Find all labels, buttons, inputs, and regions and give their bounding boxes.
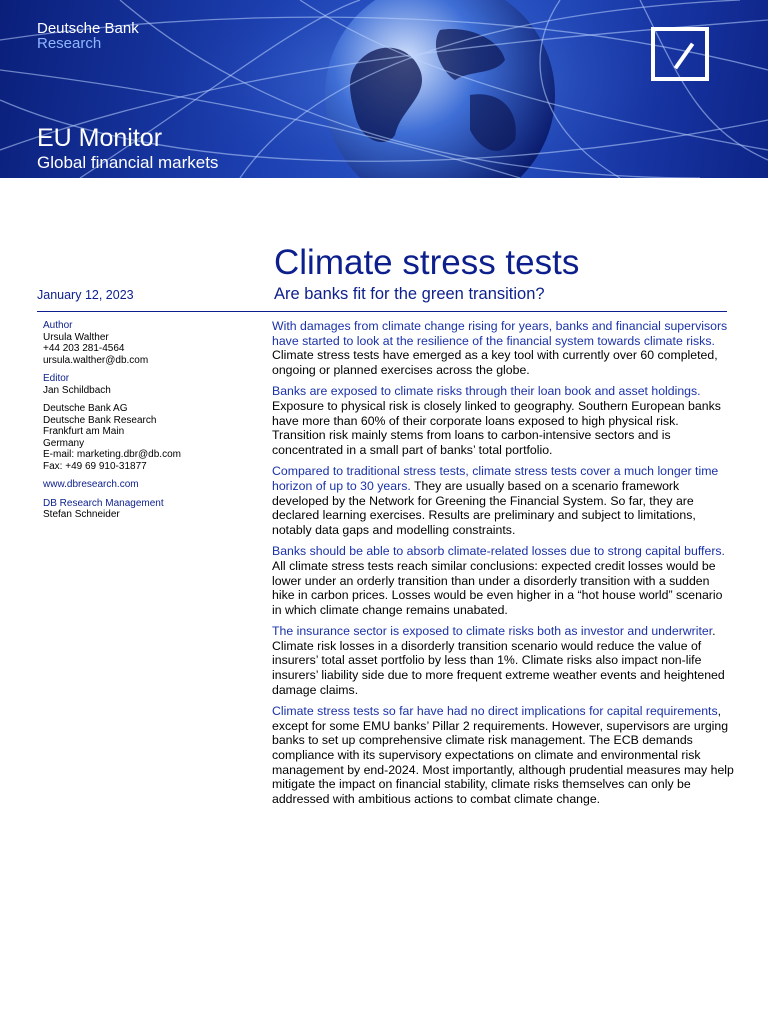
website-link[interactable]: www.dbresearch.com (43, 479, 139, 490)
publication-date: January 12, 2023 (37, 288, 134, 302)
summary-paragraph (272, 384, 734, 457)
summary-paragraph (272, 704, 734, 806)
author-email[interactable]: ursula.walther@db.com (43, 354, 149, 366)
management-name: Stefan Schneider (43, 509, 120, 520)
summary-paragraph (272, 544, 734, 617)
publication-series: EU Monitor (37, 124, 163, 152)
logo-slash (674, 43, 694, 70)
paragraph-text: . Climate risk losses in a disorderly transition scenario would reduce the value of insurers’ total asset portfolio by less than 1%. Climate risks also impact non-life insurers’ liability side due to more frequent extreme weather events and heightened damage claims. (272, 624, 725, 697)
paragraph-highlight: Banks are exposed to climate risks through their loan book and asset holdings. (272, 384, 701, 399)
paragraph-highlight: Compared to traditional stress tests, climate stress tests cover a much longer time horizon of up to 30 years. (272, 464, 719, 493)
org-fax: Fax: +49 69 910-31877 (43, 460, 147, 472)
management-label: DB Research Management (43, 497, 164, 509)
deutsche-bank-logo-icon (651, 27, 709, 81)
org-line: Deutsche Bank Research (43, 414, 157, 426)
publication-subseries: Global financial markets (37, 153, 219, 172)
org-line: Deutsche Bank AG (43, 403, 128, 414)
paragraph-highlight: With damages from climate change rising for years, banks and financial supervisors have started to look at the resilience of the financial system towards climate risks. (272, 319, 728, 348)
paragraph-text: They are usually based on a scenario framework developed by the Network for Greening the Financial System. So far, they are declared learning exercises. Results are preliminary and subject to limitations, notably data gaps and modelling constraints. (272, 478, 696, 537)
header-divider (37, 311, 727, 312)
summary-paragraph (272, 319, 734, 377)
paragraph-text: , except for some EMU banks’ Pillar 2 requirements. However, supervisors are urging banks to set up comprehensive climate risk management. The ECB demands compliance with its supervisory expectations on climate and environmental risk management by end-2024. Most importantly, although prudential measures may help mitigate the impact on financial stability, climate risks themselves can only be addressed with ambitious actions to combat climate change. (272, 704, 734, 806)
author-name: Ursula Walther (43, 331, 109, 343)
editor-name: Jan Schildbach (43, 384, 111, 396)
brand-wordmark (37, 21, 139, 51)
brand-unit: Research (37, 35, 102, 52)
paragraph-highlight: The insurance sector is exposed to climate risks both as investor and underwriter (272, 624, 713, 639)
header-banner (0, 0, 768, 178)
org-email[interactable]: E-mail: marketing.dbr@db.com (43, 449, 181, 460)
report-subtitle: Are banks fit for the green transition? (274, 285, 545, 303)
paragraph-text: Exposure to physical risk is closely linked to geography. Southern European banks have more than 60% of their corporate loans exposed to high physical risk. Transition risk mainly stems from loans to carbon-intensive sectors and is concentrated in a small part of banks’ total portfolio. (272, 398, 721, 457)
summary-paragraph (272, 464, 734, 537)
paragraph-text: Climate stress tests have emerged as a key tool with currently over 60 completed, ongoing or planned exercises across the globe. (272, 348, 718, 377)
paragraph-highlight: Banks should be able to absorb climate-related losses due to strong capital buffers. (272, 544, 725, 559)
author-label: Author (43, 320, 73, 331)
editor-label: Editor (43, 373, 70, 384)
summary-paragraph (272, 624, 734, 697)
paragraph-highlight: Climate stress tests so far have had no direct implications for capital requirements (272, 704, 718, 719)
author-phone: +44 203 281-4564 (43, 343, 125, 354)
org-line: Germany (43, 437, 85, 449)
org-line: Frankfurt am Main (43, 426, 125, 437)
contact-sidebar (43, 320, 263, 521)
report-title: Climate stress tests (274, 243, 580, 282)
brand-name: Deutsche Bank (37, 20, 139, 37)
paragraph-text: All climate stress tests reach similar conclusions: expected credit losses would be lower under an orderly transition than under a disorderly transition with a sudden hike in carbon prices. Losses would be even higher in a “hot house world” scenario in which climate change remains unabated. (272, 558, 723, 617)
summary-body (272, 319, 734, 813)
